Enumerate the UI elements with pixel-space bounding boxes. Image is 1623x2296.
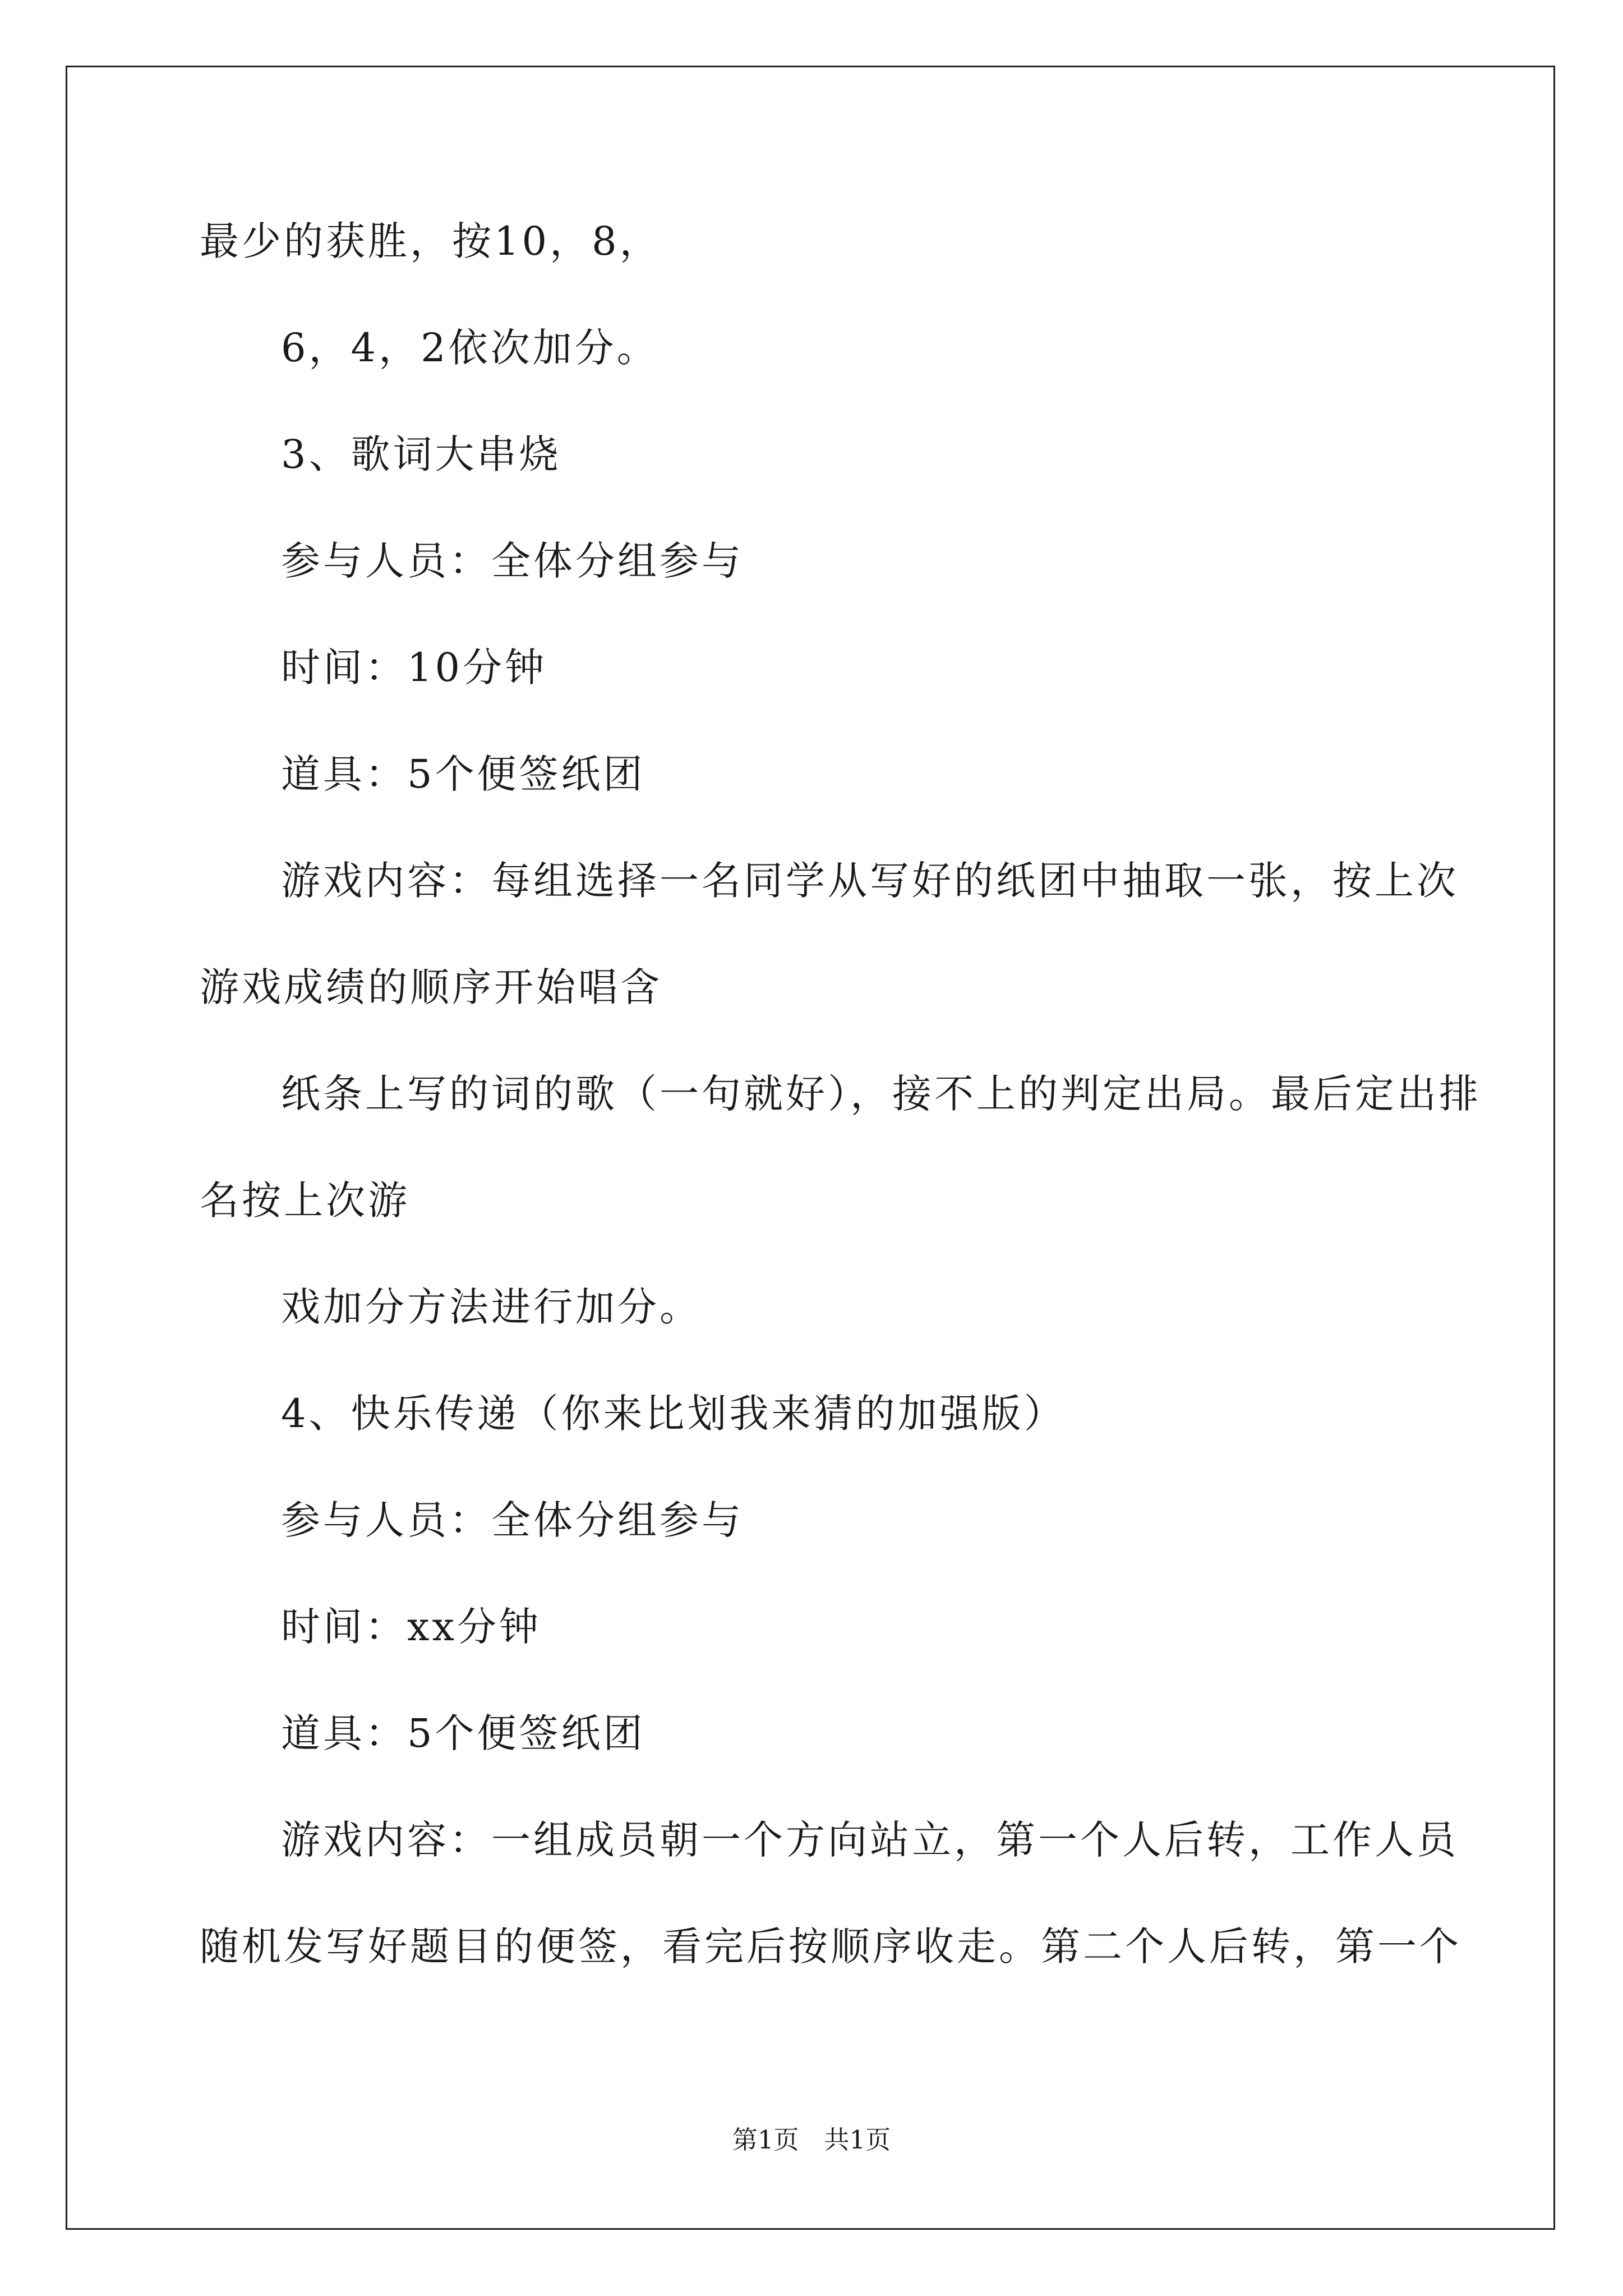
section-heading: 4、快乐传递（你来比划我来猜的加强版）: [281, 1391, 1066, 1437]
text-line: 纸条上写的词的歌（一句就好），接不上的判定出局。最后定出排: [281, 1071, 1481, 1117]
section-heading: 3、歌词大串烧: [281, 431, 561, 477]
text-line: 时间：xx分钟: [281, 1604, 541, 1650]
page-border: [66, 66, 1555, 2230]
text-line: 戏加分方法进行加分。: [281, 1284, 702, 1330]
text-line: 随机发写好题目的便签，看完后按顺序收走。第二个人后转，第一个: [200, 1924, 1461, 1970]
text-line: 参与人员：全体分组参与: [281, 538, 744, 584]
text-line: 最少的获胜，按10，8，: [200, 218, 662, 264]
text-line: 名按上次游: [200, 1177, 410, 1223]
text-line: 游戏内容：一组成员朝一个方向站立，第一个人后转，工作人员: [281, 1817, 1459, 1863]
text-line: 参与人员：全体分组参与: [281, 1497, 744, 1543]
text-line: 时间：10分钟: [281, 645, 547, 691]
text-line: 6，4，2依次加分。: [281, 325, 659, 371]
text-line: 游戏内容：每组选择一名同学从写好的纸团中抽取一张，按上次: [281, 858, 1459, 904]
text-line: 道具：5个便签纸团: [281, 751, 645, 797]
text-line: 道具：5个便签纸团: [281, 1710, 645, 1756]
text-line: 游戏成绩的顺序开始唱含: [200, 964, 662, 1010]
page-footer: 第1页 共1页: [732, 2125, 891, 2155]
